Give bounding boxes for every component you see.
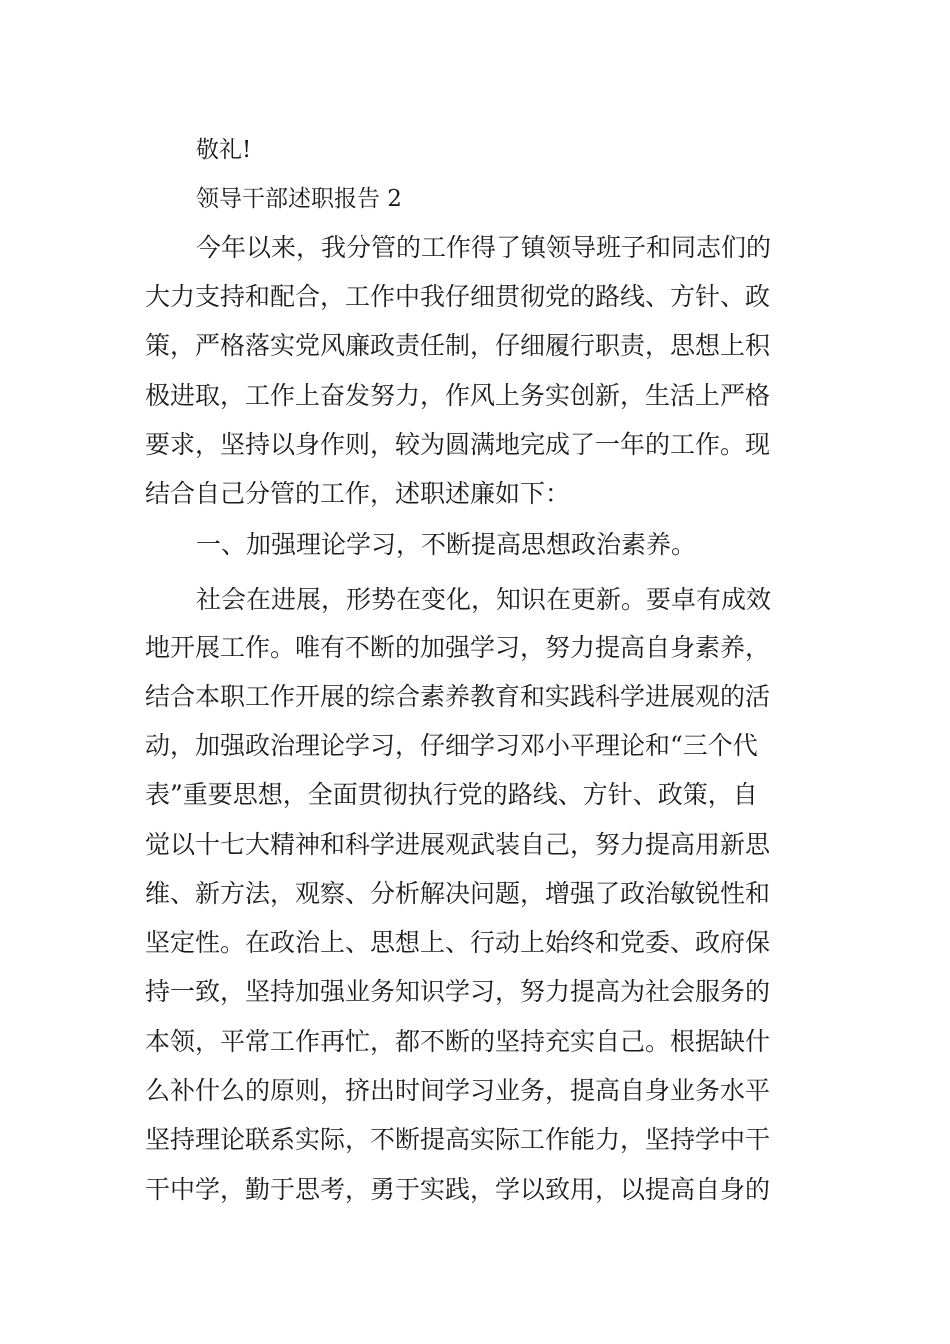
text-line: 地开展工作。唯有不断的加强学习，努力提高自身素养，: [145, 633, 771, 662]
closing-salutation: 敬礼!: [196, 137, 252, 163]
text-line: 极进取，工作上奋发努力，作风上务实创新，生活上严格: [145, 381, 771, 410]
text-line: 大力支持和配合，工作中我仔细贯彻党的路线、方针、政: [145, 282, 771, 311]
text-line: 要求，坚持以身作则，较为圆满地完成了一年的工作。现: [145, 430, 771, 459]
text-line: 本领，平常工作再忙，都不断的坚持充实自己。根据缺什: [145, 1027, 771, 1056]
text-line: 觉以十七大精神和科学进展观武装自己，努力提高用新思: [145, 830, 771, 859]
text-line: 社会在进展，形势在变化，知识在更新。要卓有成效: [196, 585, 772, 614]
text-line: 么补什么的原则，挤出时间学习业务，提高自身业务水平: [145, 1076, 771, 1105]
report-title: 领导干部述职报告 2: [196, 186, 402, 212]
text-line: 结合本职工作开展的综合素养教育和实践科学进展观的活: [145, 682, 771, 711]
text-line: 持一致，坚持加强业务知识学习，努力提高为社会服务的: [145, 977, 771, 1006]
text-line: 坚持理论联系实际，不断提高实际工作能力，坚持学中干: [145, 1125, 771, 1154]
text-line: 结合自己分管的工作，述职述廉如下：: [145, 479, 571, 508]
text-line: 策，严格落实党风廉政责任制，仔细履行职责，思想上积: [145, 331, 771, 360]
section-heading-text: 一、加强理论学习，不断提高思想政治素养。: [196, 530, 697, 559]
text-line: 坚定性。在政治上、思想上、行动上始终和党委、政府保: [145, 928, 771, 957]
text-line: 动，加强政治理论学习，仔细学习邓小平理论和“三个代: [145, 731, 758, 760]
text-line: 干中学，勤于思考，勇于实践，学以致用，以提高自身的: [145, 1175, 771, 1204]
text-line: 今年以来，我分管的工作得了镇领导班子和同志们的: [196, 233, 772, 262]
text-line: 表”重要思想，全面贯彻执行党的路线、方针、政策，自: [145, 780, 758, 809]
text-line: 维、新方法，观察、分析解决问题，增强了政治敏锐性和: [145, 879, 771, 908]
